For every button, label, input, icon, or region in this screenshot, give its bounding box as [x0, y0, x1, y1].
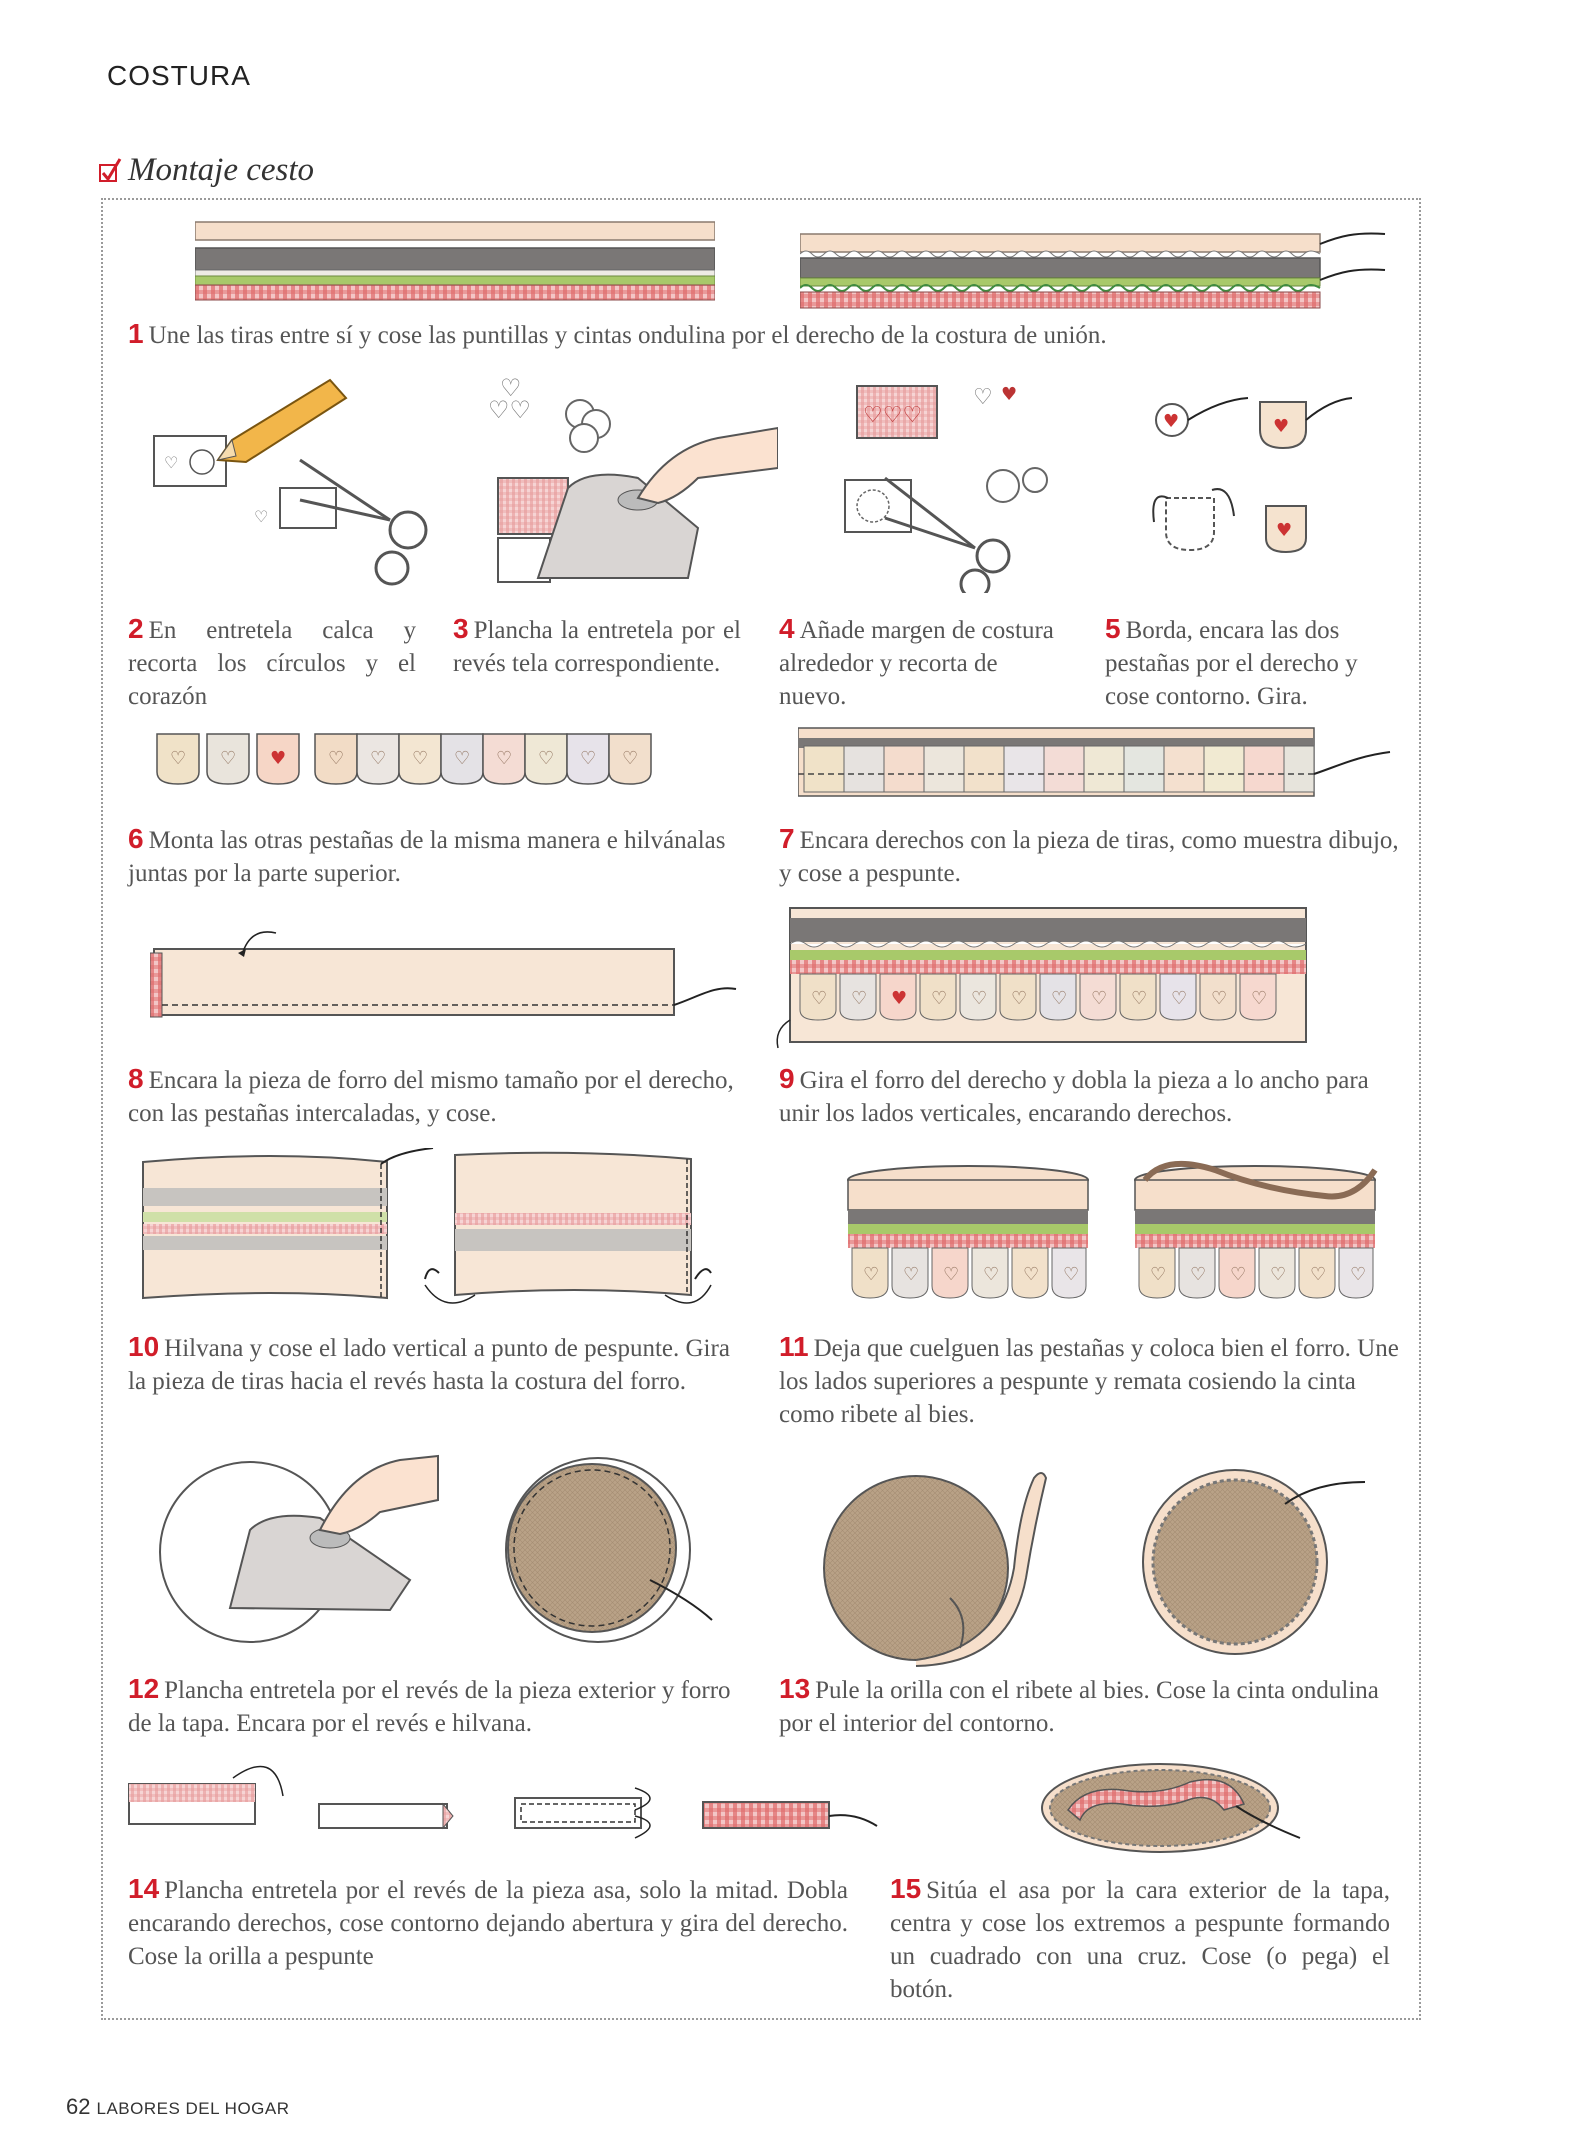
svg-text:♡: ♡: [1230, 1264, 1247, 1285]
lid-pinned-illustration: [500, 1450, 720, 1650]
svg-text:♡: ♡: [454, 748, 471, 769]
step-10: 10 Hilvana y cose el lado vertical a punto de pespunte. Gira la pieza de tiras hacia el revés hasta la costura del forro.: [128, 1331, 730, 1395]
svg-text:♡♡♡: ♡♡♡: [863, 403, 923, 428]
svg-text:♡: ♡: [1091, 988, 1108, 1009]
svg-text:♡: ♡: [496, 748, 513, 769]
ironing-illustration: [488, 378, 778, 593]
step-6: 6 Monta las otras pestañas de la misma manera e hilvánalas juntas por la parte superior.: [128, 823, 726, 887]
step-1: 1 Une las tiras entre sí y cose las puntillas y cintas ondulina por el derecho de la costura de unión.: [128, 318, 1107, 349]
svg-text:♡: ♡: [863, 1264, 880, 1285]
svg-text:♡: ♡: [328, 748, 345, 769]
pencil-icon: [218, 380, 346, 462]
handle-steps-illustration: [125, 1752, 885, 1842]
svg-text:♡: ♡: [1023, 1264, 1040, 1285]
svg-text:♡: ♡: [500, 378, 522, 402]
svg-text:♡: ♡: [1051, 988, 1068, 1009]
svg-text:♥: ♥: [1163, 411, 1180, 432]
cut-interfacing-illustration: [150, 370, 450, 595]
svg-text:♡♡: ♡♡: [488, 396, 532, 424]
svg-text:♡: ♡: [1251, 988, 1268, 1009]
basket-assembled-illustration: [838, 1160, 1098, 1310]
svg-text:♡: ♡: [1131, 988, 1148, 1009]
tube-turned-illustration: [415, 1145, 715, 1315]
step-4: 4 Añade margen de costura alrededor y recorta de nuevo.: [779, 613, 1054, 710]
svg-text:♡: ♡: [1190, 1264, 1207, 1285]
svg-text:♡: ♡: [220, 748, 237, 769]
svg-text:♡: ♡: [903, 1264, 920, 1285]
svg-text:♡: ♡: [1011, 988, 1028, 1009]
section-label: COSTURA: [107, 60, 251, 91]
step-11: 11 Deja que cuelguen las pestañas y coloca bien el forro. Une los lados superiores a pespunte y remata cosiendo la cinta como ribete al bies.: [779, 1331, 1399, 1428]
svg-text:♥: ♥: [891, 988, 908, 1009]
turned-lining-illustration: [772, 900, 1312, 1050]
magazine-name: LABORES DEL HOGAR: [96, 2099, 290, 2118]
svg-text:♡: ♡: [254, 507, 269, 526]
lid-binding-illustration: [820, 1468, 1060, 1668]
svg-text:♡: ♡: [973, 385, 993, 410]
svg-text:♡: ♡: [1150, 1264, 1167, 1285]
svg-text:♥: ♥: [270, 748, 287, 769]
svg-text:♡: ♡: [1171, 988, 1188, 1009]
step-3: 3 Plancha la entretela por el revés tela correspondiente.: [453, 613, 741, 677]
basket-binding-illustration: [1125, 1160, 1385, 1310]
svg-text:♡: ♡: [1270, 1264, 1287, 1285]
page-number: 62: [66, 2094, 91, 2119]
tube-seam-illustration: [135, 1148, 435, 1308]
step-15: 15 Sitúa el asa por la cara exterior de la tapa, centra y cose los extremos a pespunte formando un cuadrado con una cruz. Cose (o pega) el botón.: [890, 1873, 1390, 2003]
step-14: 14 Plancha entretela por el revés de la pieza asa, solo la mitad. Dobla encarando derechos, cose contorno dejando abertura y gira del derecho. Cose la orilla a pespunte: [128, 1873, 848, 1970]
svg-text:♡: ♡: [412, 748, 429, 769]
add-seam-allowance-illustration: [825, 378, 1085, 593]
svg-text:♡: ♡: [580, 748, 597, 769]
strips-illustration: [195, 218, 715, 302]
step-7: 7 Encara derechos con la pieza de tiras, como muestra dibujo, y cose a pespunte.: [779, 823, 1399, 887]
svg-text:♥: ♥: [1273, 416, 1290, 437]
step-9: 9 Gira el forro del derecho y dobla la pieza a lo ancho para unir los lados verticales, encarando derechos.: [779, 1063, 1369, 1127]
svg-text:♡: ♡: [943, 1264, 960, 1285]
tabs-row-illustration: [155, 728, 695, 788]
page-footer: [66, 2094, 290, 2120]
step-5: 5 Borda, encara las dos pestañas por el derecho y cose contorno. Gira.: [1105, 613, 1358, 710]
svg-text:♡: ♡: [971, 988, 988, 1009]
svg-text:♡: ♡: [538, 748, 555, 769]
svg-text:♡: ♡: [370, 748, 387, 769]
step-12: 12 Plancha entretela por el revés de la pieza exterior y forro de la tapa. Encara por el revés e hilvana.: [128, 1673, 731, 1737]
lid-ondulina-illustration: [1135, 1462, 1375, 1662]
svg-text:♡: ♡: [1310, 1264, 1327, 1285]
strips-sewn-illustration: [800, 230, 1390, 314]
tabs-on-strips-illustration: [798, 726, 1398, 800]
step-13: 13 Pule la orilla con el ribete al bies. Cose la cinta ondulina por el interior del contorno.: [779, 1673, 1379, 1737]
embroider-tabs-illustration: [1130, 390, 1390, 590]
checkbox-icon: [98, 157, 122, 185]
lid-handle-illustration: [1040, 1752, 1310, 1862]
svg-text:♡: ♡: [851, 988, 868, 1009]
svg-text:♡: ♡: [983, 1264, 1000, 1285]
svg-text:♡: ♡: [811, 988, 828, 1009]
svg-text:♡: ♡: [1063, 1264, 1080, 1285]
svg-text:♥: ♥: [1276, 520, 1293, 541]
iron-lid-illustration: [150, 1430, 440, 1650]
svg-text:♡: ♡: [164, 453, 179, 472]
title-block: [98, 152, 314, 189]
svg-text:♡: ♡: [622, 748, 639, 769]
lining-illustration: [150, 925, 740, 1025]
step-8: 8 Encara la pieza de forro del mismo tamaño por el derecho, con las pestañas intercaladas, y cose.: [128, 1063, 734, 1127]
svg-text:♥: ♥: [1001, 384, 1018, 405]
svg-text:♡: ♡: [170, 748, 187, 769]
svg-text:♡: ♡: [1211, 988, 1228, 1009]
svg-text:♡: ♡: [1350, 1264, 1367, 1285]
page-title: Montaje cesto: [128, 152, 315, 188]
svg-text:♡: ♡: [931, 988, 948, 1009]
step-2: 2 En entretela calca y recorta los círculos y el corazón: [128, 613, 416, 710]
